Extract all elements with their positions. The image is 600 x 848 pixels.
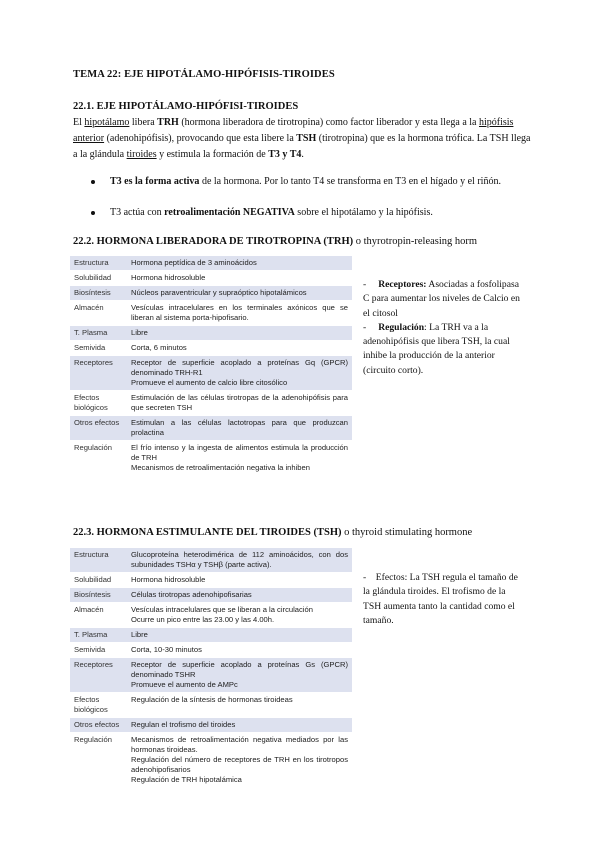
row-value: Vesículas intracelulares que se liberan a la circulación Ocurre un pico entre las 23.00 y las 4.00h. xyxy=(131,605,313,624)
bullet1-bold: T3 es la forma activa xyxy=(110,176,200,187)
row-value: Estimulan a las células lactotropas para que produzcan prolactina xyxy=(127,416,352,440)
dash: - xyxy=(363,279,367,290)
heading-22-3-rest: o thyroid stimulating hormone xyxy=(341,527,473,538)
table-row xyxy=(70,643,352,657)
text-end: . xyxy=(301,149,304,160)
bullet-item-1 xyxy=(110,174,530,189)
tsh-side-notes xyxy=(363,571,521,628)
row-value: Células tirotropas adenohipofisarias xyxy=(127,588,352,602)
table-row xyxy=(70,603,352,627)
row-label: T. Plasma xyxy=(70,326,127,340)
bullet-item-2 xyxy=(110,205,530,220)
intro-paragraph xyxy=(73,115,533,163)
table-row xyxy=(70,628,352,642)
bullet2-text: sobre el hipotálamo y la hipófisis. xyxy=(294,207,433,218)
note-receptores-text: Asociadas a fosfolipasa C para aumentar los niveles de Calcio en el citosol xyxy=(363,279,520,319)
note-regulacion-label: Regulación xyxy=(378,321,425,333)
table-row xyxy=(70,548,352,572)
tsh-term: TSH xyxy=(296,133,317,144)
row-value: Hormona peptídica de 3 aminoácidos xyxy=(127,256,352,270)
text-t4: (tirotropina) que es la hormona trófica. La TSH llega a la glándula xyxy=(73,133,531,160)
section-heading-22-2 xyxy=(73,236,477,247)
row-label: Otros efectos xyxy=(70,416,127,440)
trh-properties-table xyxy=(70,255,352,476)
text-t5: y estimula la formación de xyxy=(156,149,269,160)
hipofisis-term: hipófisis anterior xyxy=(73,117,514,144)
row-label: Regulación xyxy=(74,443,112,452)
row-value: Receptor de superficie acoplado a proteínas Gq (GPCR) denominado TRH-R1 Promueve el aumento de calcio libre citosólico xyxy=(127,356,352,390)
row-value: Estimulación de las células tirotropas de la adenohipófisis para que secreten TSH xyxy=(131,393,348,412)
row-value: Regulación de la síntesis de hormonas tiroideas xyxy=(131,695,293,704)
row-value: Libre xyxy=(127,326,352,340)
bullet2-pre: T3 actúa con xyxy=(110,207,165,218)
heading-22-2-bold: 22.2. HORMONA LIBERADORA DE TIROTROPINA (TRH) xyxy=(73,236,354,247)
text-t3: (adenohipófisis), provocando que esta libere la xyxy=(104,133,297,144)
row-value: Receptor de superficie acoplado a proteínas Gs (GPCR) denominado TSHR Promueve el aumento de AMPc xyxy=(127,658,352,692)
section-heading-22-3 xyxy=(73,527,472,538)
row-value: Glucoproteína heterodimérica de 112 aminoácidos, con dos subunidades TSHα y TSHβ (parte activa). xyxy=(127,548,352,572)
tsh-properties-table xyxy=(70,547,352,788)
row-value: Corta, 10-30 minutos xyxy=(131,645,202,654)
text-el: El xyxy=(73,117,85,128)
note-receptores-label: Receptores: xyxy=(378,279,427,290)
bullet-dot-icon xyxy=(91,211,95,215)
row-label: T. Plasma xyxy=(70,628,127,642)
table-row xyxy=(70,588,352,602)
row-label: Almacén xyxy=(74,605,104,614)
row-label: Biosíntesis xyxy=(70,286,127,300)
bullet-dot-icon xyxy=(91,180,95,184)
table-row xyxy=(70,693,352,717)
hipotalamo-term: hipotálamo xyxy=(84,117,130,128)
row-label: Efectos biológicos xyxy=(74,695,108,714)
note-receptores xyxy=(363,278,521,321)
t3t4-term: T3 y T4 xyxy=(268,149,302,160)
table-row xyxy=(70,271,352,285)
table-row xyxy=(70,256,352,270)
table-row xyxy=(70,356,352,390)
row-value: Vesículas intracelulares en los terminales axónicos que se liberan al sistema porta-hipofisario. xyxy=(131,303,348,322)
tiroides-term: tiroides xyxy=(126,149,157,160)
table-row xyxy=(70,326,352,340)
row-value: Mecanismos de retroalimentación negativa mediados por las hormonas tiroideas. Regulación del número de receptores de TRH en los tirotropos adenohipofisarios Regulación de TRH hipotalámica xyxy=(131,735,348,784)
bullet2-bold: retroalimentación NEGATIVA xyxy=(164,207,295,218)
row-label: Solubilidad xyxy=(74,575,112,584)
table-row xyxy=(70,286,352,300)
trh-term: TRH xyxy=(157,117,179,128)
table-row xyxy=(70,733,352,787)
text-t1: libera xyxy=(129,117,158,128)
row-label: Receptores xyxy=(70,658,127,692)
row-value: Libre xyxy=(127,628,352,642)
table-row xyxy=(70,416,352,440)
row-label: Almacén xyxy=(74,303,104,312)
note-efectos-label: Efectos xyxy=(375,572,405,583)
heading-22-2-rest: o thyrotropin-releasing horm xyxy=(353,236,478,247)
row-value: Núcleos paraventricular y supraóptico hipotalámicos xyxy=(127,286,352,300)
section-heading-22-1: 22.1. EJE HIPOTÁLAMO-HIPÓFISI-TIROIDES xyxy=(73,101,299,112)
table-row xyxy=(70,658,352,692)
table-row xyxy=(70,391,352,415)
row-value: Corta, 6 minutos xyxy=(131,343,187,352)
table-row xyxy=(70,573,352,587)
note-efectos xyxy=(363,571,521,628)
table-row xyxy=(70,341,352,355)
row-label: Otros efectos xyxy=(70,718,127,732)
note-regulacion xyxy=(363,321,521,378)
text-t2: (hormona liberadora de tirotropina) como factor liberador y esta llega a la xyxy=(178,117,479,128)
row-label: Solubilidad xyxy=(74,273,112,282)
row-label: Semivida xyxy=(74,343,106,352)
bullet1-text: de la hormona. Por lo tanto T4 se transforma en T3 en el hígado y el riñón. xyxy=(199,176,501,187)
row-label: Estructura xyxy=(70,256,127,270)
row-value: Hormona hidrosoluble xyxy=(131,575,206,584)
dash: - xyxy=(363,572,367,583)
row-value: Regulan el trofismo del tiroides xyxy=(127,718,352,732)
table-row xyxy=(70,301,352,325)
row-label: Biosíntesis xyxy=(70,588,127,602)
heading-22-3-bold: 22.3. HORMONA ESTIMULANTE DEL TIROIDES (TSH) xyxy=(73,527,342,538)
note-efectos-text: : La TSH regula el tamaño de la glándula tiroides. El trofismo de la TSH aumenta tanto la cantidad como el tamaño. xyxy=(363,572,518,626)
table-row xyxy=(70,441,352,475)
table-row xyxy=(70,718,352,732)
row-label: Semivida xyxy=(74,645,106,654)
dash: - xyxy=(363,321,367,333)
row-label: Estructura xyxy=(70,548,127,572)
note-regulacion-text: : La TRH va a la adenohipófisis que libera TSH, la cual inhibe la producción de la anterior (circuito corto). xyxy=(363,321,510,376)
row-label: Regulación xyxy=(74,735,112,744)
row-value: Hormona hidrosoluble xyxy=(131,273,206,282)
row-label: Efectos biológicos xyxy=(74,393,108,412)
row-value: El frío intenso y la ingesta de alimentos estimula la producción de TRH Mecanismos de retroalimentación negativa la inhiben xyxy=(131,443,348,472)
trh-side-notes xyxy=(363,278,521,378)
row-label: Receptores xyxy=(70,356,127,390)
page-title: TEMA 22: EJE HIPOTÁLAMO-HIPÓFISIS-TIROIDES xyxy=(73,69,335,80)
